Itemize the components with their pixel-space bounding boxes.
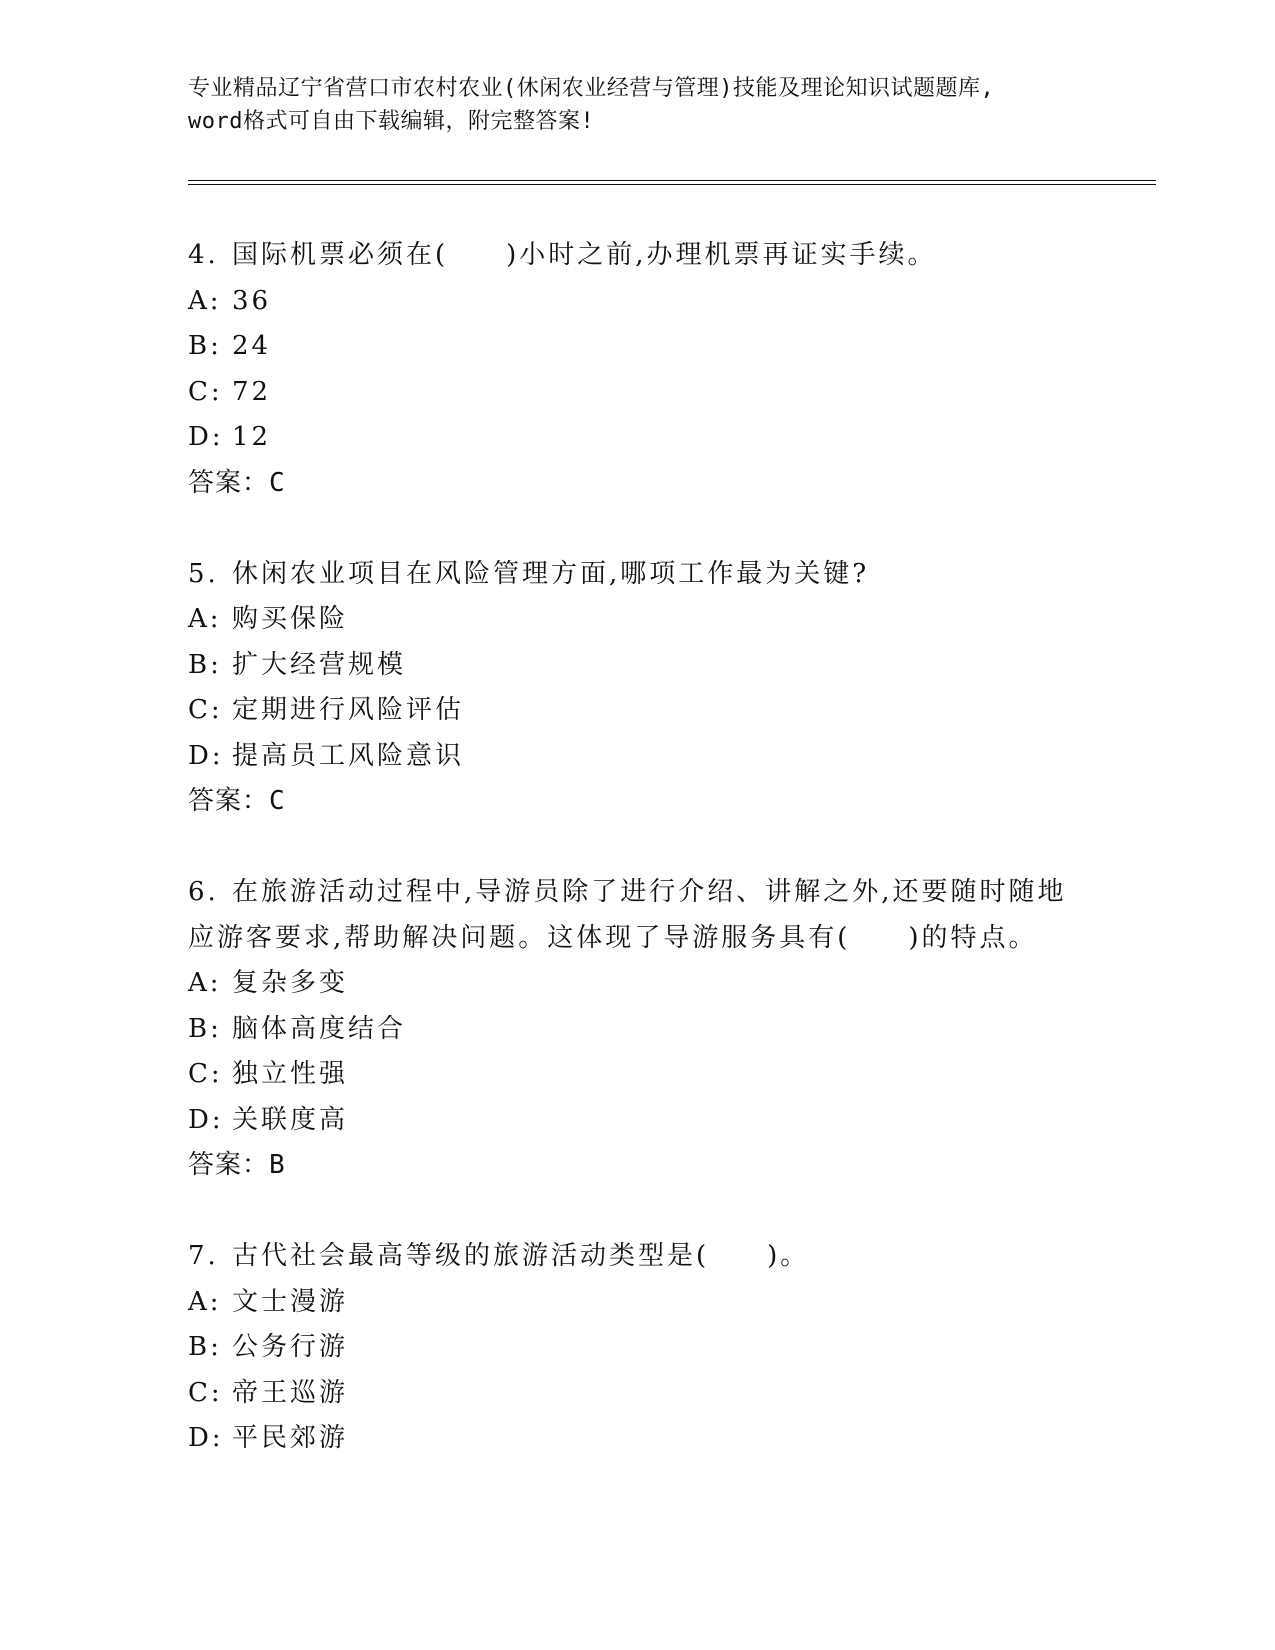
answer-option [188,597,1088,643]
option-key: D: [188,1423,224,1453]
header-line-1: 专业精品辽宁省营口市农村农业(休闲农业经营与管理)技能及理论知识试题题库, [188,76,995,101]
option-key: D: [188,740,224,771]
option-text: 关联度高 [232,1104,349,1135]
option-text: 购买保险 [232,604,349,634]
answer-option [188,734,1088,780]
question-number: 5. [188,558,219,589]
answer-option [188,324,1088,370]
header-line-2: word格式可自由下载编辑，附完整答案! [188,109,595,134]
question-item [188,552,1088,825]
header-divider-top [188,180,1156,181]
option-text: 24 [232,331,272,361]
option-text: 定期进行风险评估 [232,695,465,725]
option-text: 帝王巡游 [232,1377,349,1408]
question-number: 6. [188,877,219,907]
question-stem-line [188,916,1088,962]
question-list [188,233,1088,1508]
question-item [188,870,1088,1188]
question-stem-text: 休闲农业项目在风险管理方面,哪项工作最为关键? [232,558,870,589]
option-text: 12 [232,422,272,452]
option-key: D: [188,422,224,452]
question-stem-line [188,870,1088,916]
option-key: C: [188,1377,223,1408]
answer-option [188,1007,1088,1053]
answer-key: 答案：B [188,1150,286,1180]
answer-option [188,1416,1088,1462]
option-text: 文士漫游 [232,1286,349,1317]
option-key: B: [188,1013,222,1044]
option-key: A: [188,604,222,634]
option-key: C: [188,695,223,725]
option-key: A: [188,1286,222,1317]
question-stem-line [188,1234,1088,1280]
answer-option [188,1371,1088,1417]
question-number: 7. [188,1241,219,1271]
question-stem-text: 国际机票必须在( )小时之前,办理机票再证实手续。 [232,240,937,270]
question-stem-text: 古代社会最高等级的旅游活动类型是( )。 [232,1241,810,1271]
option-key: C: [188,1059,223,1089]
option-text: 脑体高度结合 [232,1013,407,1044]
answer-option [188,370,1088,416]
header-divider-bottom [188,184,1156,185]
option-key: B: [188,649,222,680]
option-key: C: [188,376,223,407]
option-text: 提高员工风险意识 [232,740,465,771]
answer-option [188,1098,1088,1144]
option-key: B: [188,331,222,361]
option-text: 平民郊游 [232,1423,349,1453]
question-stem-line [188,233,1088,279]
option-key: B: [188,1332,222,1362]
option-text: 独立性强 [232,1059,349,1089]
answer-option [188,279,1088,325]
option-key: A: [188,968,222,998]
question-item [188,1234,1088,1462]
option-text: 72 [232,376,272,407]
option-text: 公务行游 [232,1332,349,1362]
option-text: 复杂多变 [232,968,349,998]
answer-option [188,1325,1088,1371]
answer-option [188,1052,1088,1098]
answer-key: 答案：C [188,467,286,498]
option-key: A: [188,285,222,316]
answer-option [188,688,1088,734]
answer-option [188,643,1088,689]
option-text: 扩大经营规模 [232,649,407,680]
answer-option [188,1280,1088,1326]
question-number: 4. [188,240,219,270]
document-header [188,72,1088,138]
question-stem-text: 在旅游活动过程中,导游员除了进行介绍、讲解之外,还要随时随地 [232,877,1067,907]
answer-option [188,961,1088,1007]
question-item [188,233,1088,506]
answer-key: 答案：C [188,786,286,816]
question-stem-line [188,552,1088,598]
option-text: 36 [232,285,272,316]
option-key: D: [188,1104,224,1135]
question-stem-text: 应游客要求,帮助解决问题。这体现了导游服务具有( )的特点。 [188,922,1038,953]
answer-option [188,415,1088,461]
